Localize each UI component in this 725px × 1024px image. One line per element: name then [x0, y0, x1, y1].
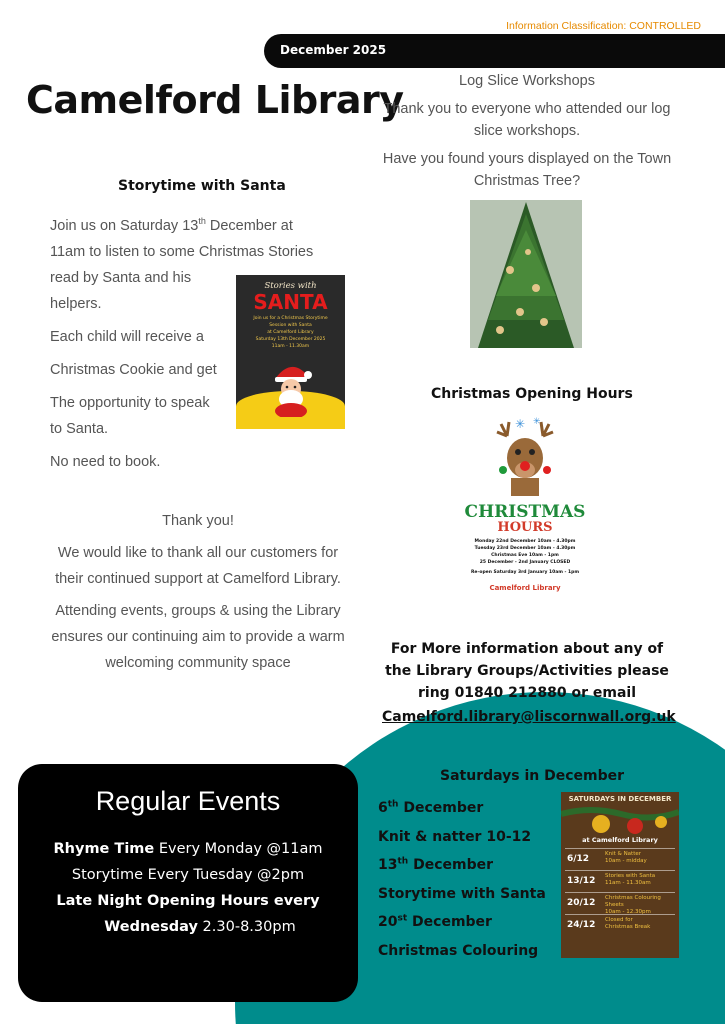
storytime-line: Join us on Saturday 13th December at: [50, 216, 293, 234]
event-wednesday: Wednesday 2.30-8.30pm: [104, 919, 296, 935]
storytime-line: helpers.: [50, 295, 102, 312]
sat-poster-subtitle: at Camelford Library: [582, 836, 658, 844]
log-slice-paragraph: Thank you to everyone who attended our log slice workshops.: [383, 101, 671, 139]
saturday-date: 20st December: [378, 913, 492, 931]
thanks-heading: Thank you!: [162, 513, 234, 529]
storytime-heading: Storytime with Santa: [118, 178, 286, 194]
saturday-event: Christmas Colouring: [378, 942, 539, 959]
log-slice-paragraph: Have you found yours displayed on the Town Christmas Tree?: [382, 151, 672, 189]
bauble-icon: [561, 804, 679, 838]
poster-library-name: Camelford Library: [489, 584, 561, 592]
regular-events-list: [18, 836, 358, 940]
storytime-line: The opportunity to speak: [50, 394, 210, 411]
opening-hours-poster: [464, 412, 586, 602]
poster-christmas: CHRISTMAS: [464, 502, 586, 522]
log-slice-section: [382, 70, 672, 198]
christmas-tree-photo: [470, 200, 582, 348]
saturday-date: 13th December: [378, 856, 493, 874]
reindeer-icon: [485, 414, 565, 502]
event-storytime: Storytime Every Tuesday @2pm: [71, 867, 305, 883]
regular-events-card: [18, 764, 358, 1002]
thanks-section: [50, 508, 346, 682]
email-link[interactable]: Camelford.library@liscornwall.org.uk: [382, 709, 676, 725]
saturday-date: 6th December: [378, 799, 484, 816]
poster-hours-lines: Monday 22nd December 10am - 4.30pm Tuesday 23rd December 10am - 4.30pm Christmas Eve 10am - 1pm 25 December - 2nd January CLOSED Re-open Saturday 3rd January 10am - 1pm: [470, 539, 580, 575]
saturdays-list: [378, 794, 546, 966]
regular-events-title: Regular Events: [95, 786, 281, 816]
sat-poster-row: 13/12 Stories with Santa 11am - 11.30am: [565, 870, 675, 890]
sat-poster-title: SATURDAYS IN DECEMBER: [568, 795, 672, 803]
storytime-line: read by Santa and his: [50, 269, 192, 286]
saturday-event: Knit & natter 10-12: [378, 828, 532, 845]
svg-text:✳: ✳: [515, 417, 526, 431]
christmas-tree-icon: [470, 200, 582, 348]
storytime-line: No need to book.: [50, 453, 161, 470]
poster-santa: SANTA: [253, 290, 328, 314]
thanks-paragraph: Attending events, groups & using the Library ensures our continuing aim to provide a warm welcoming community space: [51, 603, 345, 671]
svg-text:✳: ✳: [533, 417, 541, 427]
santa-poster-image: [236, 275, 345, 429]
saturday-event: Storytime with Santa: [378, 885, 546, 902]
saturdays-poster-image: [561, 792, 679, 958]
thanks-paragraph: We would like to thank all our customers for their continued support at Camelford Library.: [55, 545, 341, 587]
page-title: Camelford Library: [26, 78, 404, 122]
storytime-line: to Santa.: [50, 420, 109, 437]
poster-hours: HOURS: [497, 520, 553, 535]
storytime-line: Christmas Cookie and get: [50, 361, 217, 378]
contact-info: For More information about any of the Library Groups/Activities please ring 01840 212880 or email: [385, 641, 669, 701]
sat-poster-row: 20/12 Christmas Colouring Sheets 10am - 12.30pm: [565, 892, 675, 912]
saturdays-heading: Saturdays in December: [440, 768, 625, 784]
sat-poster-row: 6/12 Knit & Natter 10am - midday: [565, 848, 675, 868]
sat-poster-row: 24/12 Closed for Christmas Break: [565, 914, 675, 934]
storytime-line: 11am to listen to some Christmas Stories: [50, 243, 314, 260]
poster-info: Join us for a Christmas Storytime Session with Santa at Camelford Library Saturday 13th December 2025 11am - 11.30am: [253, 316, 328, 349]
date-banner: [264, 34, 725, 68]
storytime-line: Each child will receive a: [50, 328, 204, 345]
classification-label: Information Classification: CONTROLLED: [506, 20, 701, 32]
poster-script: Stories with: [264, 281, 317, 291]
log-slice-heading: Log Slice Workshops: [459, 73, 595, 89]
date-label: December 2025: [280, 43, 387, 57]
santa-icon: [261, 357, 321, 417]
event-rhyme-time: Rhyme Time Every Monday @11am: [53, 841, 323, 857]
opening-hours-heading: Christmas Opening Hours: [431, 386, 633, 402]
event-late-night: Late Night Opening Hours every: [56, 893, 320, 909]
